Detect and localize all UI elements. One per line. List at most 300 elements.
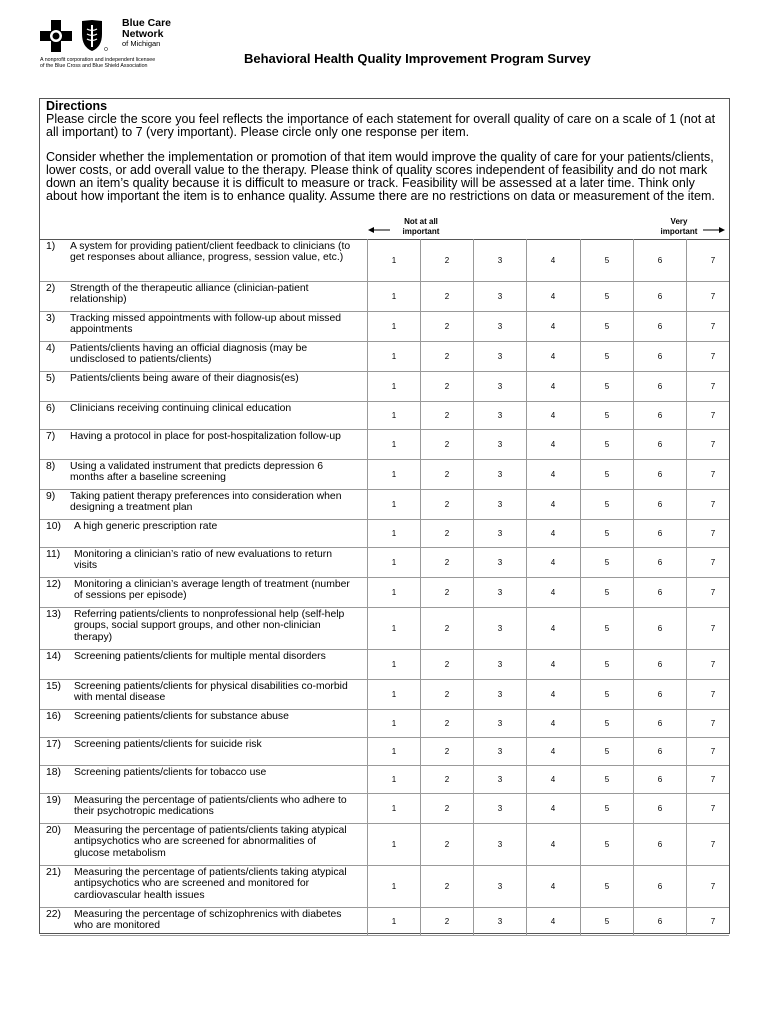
score-option-7[interactable] xyxy=(686,577,739,607)
score-option-7[interactable] xyxy=(686,649,739,679)
survey-item xyxy=(46,491,354,514)
score-option-1[interactable] xyxy=(367,679,420,709)
directions-heading: Directions xyxy=(46,99,108,113)
score-option-2[interactable] xyxy=(420,459,473,489)
score-value: 7 xyxy=(710,352,716,361)
score-value: 4 xyxy=(550,624,556,633)
score-value: 6 xyxy=(657,411,663,420)
score-option-4[interactable] xyxy=(526,459,579,489)
score-option-4[interactable] xyxy=(526,865,579,907)
score-option-7[interactable] xyxy=(686,793,739,823)
score-value: 1 xyxy=(391,690,397,699)
score-value: 2 xyxy=(444,558,450,567)
item-text: Screening patients/clients for tobacco use xyxy=(74,767,267,778)
score-value: 7 xyxy=(710,440,716,449)
score-option-3[interactable] xyxy=(473,371,526,401)
score-value: 1 xyxy=(391,660,397,669)
directions-paragraph-2: Consider whether the implementation or promotion of that item would improve the quality of care for your patients/clients, lower costs, or add overall value to the therapy. Please think of quality scores independent of feasibility and do not mark down an item’s quality because it is difficult to measure or track. Feasibility will be assessed at a later time. Think only about how important the item is to enhance quality. Assume there are no restrictions on data or measurement of the item. xyxy=(46,150,715,203)
score-option-7[interactable] xyxy=(686,865,739,907)
score-option-1[interactable] xyxy=(367,459,420,489)
score-option-7[interactable] xyxy=(686,679,739,709)
score-value: 6 xyxy=(657,322,663,331)
score-value: 1 xyxy=(391,804,397,813)
survey-item-row xyxy=(40,489,729,519)
score-option-6[interactable] xyxy=(633,823,686,865)
score-option-4[interactable] xyxy=(526,907,579,935)
score-value: 1 xyxy=(391,719,397,728)
score-value: 2 xyxy=(444,470,450,479)
score-option-5[interactable] xyxy=(580,281,633,311)
score-option-3[interactable] xyxy=(473,281,526,311)
score-value: 7 xyxy=(710,500,716,509)
item-text: Measuring the percentage of patients/clients who adhere to their psychotropic medications xyxy=(74,795,347,818)
score-option-7[interactable] xyxy=(686,371,739,401)
score-option-5[interactable] xyxy=(580,793,633,823)
scale-label-low: Not at all important xyxy=(402,217,440,236)
score-option-7[interactable] xyxy=(686,239,739,281)
score-value: 4 xyxy=(550,660,556,669)
score-value: 5 xyxy=(604,322,610,331)
survey-item xyxy=(46,767,354,778)
score-option-1[interactable] xyxy=(367,429,420,459)
item-number: 11) xyxy=(46,549,61,560)
score-value: 2 xyxy=(444,775,450,784)
survey-item-row xyxy=(40,865,729,907)
score-option-5[interactable] xyxy=(580,649,633,679)
score-option-6[interactable] xyxy=(633,341,686,371)
score-option-7[interactable] xyxy=(686,737,739,765)
survey-item-row xyxy=(40,649,729,679)
score-option-1[interactable] xyxy=(367,577,420,607)
score-value: 4 xyxy=(550,719,556,728)
score-option-1[interactable] xyxy=(367,737,420,765)
score-option-4[interactable] xyxy=(526,823,579,865)
item-text: Measuring the percentage of schizophrenics with diabetes who are monitored xyxy=(74,909,342,932)
score-option-4[interactable] xyxy=(526,239,579,281)
score-option-6[interactable] xyxy=(633,311,686,341)
survey-item xyxy=(46,651,354,662)
score-option-4[interactable] xyxy=(526,519,579,547)
score-value: 1 xyxy=(391,588,397,597)
score-option-4[interactable] xyxy=(526,709,579,737)
survey-item-row xyxy=(40,547,729,577)
score-option-2[interactable] xyxy=(420,607,473,649)
score-option-5[interactable] xyxy=(580,907,633,935)
score-value: 2 xyxy=(444,411,450,420)
score-option-5[interactable] xyxy=(580,865,633,907)
score-option-6[interactable] xyxy=(633,607,686,649)
score-value: 2 xyxy=(444,440,450,449)
score-value: 6 xyxy=(657,690,663,699)
score-option-7[interactable] xyxy=(686,547,739,577)
score-option-7[interactable] xyxy=(686,519,739,547)
score-option-3[interactable] xyxy=(473,907,526,935)
score-option-1[interactable] xyxy=(367,823,420,865)
score-option-5[interactable] xyxy=(580,577,633,607)
score-option-2[interactable] xyxy=(420,489,473,519)
score-value: 6 xyxy=(657,882,663,891)
score-option-2[interactable] xyxy=(420,311,473,341)
score-option-5[interactable] xyxy=(580,489,633,519)
score-value: 4 xyxy=(550,588,556,597)
score-option-4[interactable] xyxy=(526,489,579,519)
survey-item xyxy=(46,825,354,859)
score-option-6[interactable] xyxy=(633,865,686,907)
score-option-7[interactable] xyxy=(686,709,739,737)
score-option-4[interactable] xyxy=(526,281,579,311)
score-option-7[interactable] xyxy=(686,459,739,489)
score-value: 4 xyxy=(550,840,556,849)
score-option-5[interactable] xyxy=(580,239,633,281)
survey-item-row xyxy=(40,401,729,429)
score-option-4[interactable] xyxy=(526,765,579,793)
score-value: 3 xyxy=(497,747,503,756)
score-option-6[interactable] xyxy=(633,649,686,679)
score-option-3[interactable] xyxy=(473,459,526,489)
score-option-1[interactable] xyxy=(367,649,420,679)
score-value: 3 xyxy=(497,660,503,669)
score-value: 6 xyxy=(657,775,663,784)
survey-item xyxy=(46,739,354,750)
score-value: 6 xyxy=(657,352,663,361)
score-value: 7 xyxy=(710,470,716,479)
score-value: 2 xyxy=(444,840,450,849)
score-option-4[interactable] xyxy=(526,429,579,459)
item-number: 1) xyxy=(46,241,56,252)
score-option-5[interactable] xyxy=(580,371,633,401)
score-value: 6 xyxy=(657,840,663,849)
score-value: 5 xyxy=(604,256,610,265)
score-option-4[interactable] xyxy=(526,577,579,607)
score-option-6[interactable] xyxy=(633,577,686,607)
score-option-6[interactable] xyxy=(633,239,686,281)
survey-item xyxy=(46,711,354,722)
score-option-7[interactable] xyxy=(686,401,739,429)
score-option-4[interactable] xyxy=(526,607,579,649)
score-value: 7 xyxy=(710,322,716,331)
score-option-5[interactable] xyxy=(580,765,633,793)
item-number: 21) xyxy=(46,867,62,878)
score-option-2[interactable] xyxy=(420,239,473,281)
brand-line3: of Michigan xyxy=(122,39,161,48)
score-option-1[interactable] xyxy=(367,489,420,519)
score-option-3[interactable] xyxy=(473,865,526,907)
score-value: 6 xyxy=(657,719,663,728)
score-value: 3 xyxy=(497,558,503,567)
score-option-1[interactable] xyxy=(367,709,420,737)
score-value: 3 xyxy=(497,292,503,301)
score-option-4[interactable] xyxy=(526,737,579,765)
score-option-2[interactable] xyxy=(420,865,473,907)
score-option-3[interactable] xyxy=(473,649,526,679)
score-option-1[interactable] xyxy=(367,607,420,649)
score-option-3[interactable] xyxy=(473,489,526,519)
survey-item-row xyxy=(40,709,729,737)
score-option-3[interactable] xyxy=(473,341,526,371)
licensee-line1: A nonprofit corporation and independent licensee xyxy=(40,57,156,63)
score-option-3[interactable] xyxy=(473,765,526,793)
score-value: 3 xyxy=(497,588,503,597)
score-option-5[interactable] xyxy=(580,519,633,547)
score-option-5[interactable] xyxy=(580,459,633,489)
score-value: 6 xyxy=(657,470,663,479)
score-value: 7 xyxy=(710,690,716,699)
score-value: 7 xyxy=(710,292,716,301)
score-value: 2 xyxy=(444,588,450,597)
score-option-6[interactable] xyxy=(633,429,686,459)
score-option-5[interactable] xyxy=(580,823,633,865)
item-text: Clinicians receiving continuing clinical education xyxy=(70,403,292,414)
score-option-7[interactable] xyxy=(686,823,739,865)
score-value: 7 xyxy=(710,529,716,538)
score-value: 7 xyxy=(710,256,716,265)
score-option-1[interactable] xyxy=(367,401,420,429)
score-option-4[interactable] xyxy=(526,311,579,341)
score-option-2[interactable] xyxy=(420,823,473,865)
score-option-4[interactable] xyxy=(526,371,579,401)
score-option-2[interactable] xyxy=(420,371,473,401)
score-option-2[interactable] xyxy=(420,519,473,547)
score-option-6[interactable] xyxy=(633,679,686,709)
score-option-1[interactable] xyxy=(367,793,420,823)
survey-item xyxy=(46,795,354,818)
score-option-3[interactable] xyxy=(473,737,526,765)
score-option-2[interactable] xyxy=(420,765,473,793)
score-value: 2 xyxy=(444,382,450,391)
score-option-2[interactable] xyxy=(420,401,473,429)
survey-item-row xyxy=(40,311,729,341)
score-option-7[interactable] xyxy=(686,489,739,519)
item-number: 2) xyxy=(46,283,56,294)
score-option-1[interactable] xyxy=(367,519,420,547)
score-option-5[interactable] xyxy=(580,401,633,429)
brand-name xyxy=(122,18,171,49)
score-option-4[interactable] xyxy=(526,341,579,371)
score-value: 5 xyxy=(604,660,610,669)
score-option-7[interactable] xyxy=(686,311,739,341)
score-value: 2 xyxy=(444,500,450,509)
item-number: 15) xyxy=(46,681,62,692)
score-option-1[interactable] xyxy=(367,311,420,341)
score-value: 2 xyxy=(444,624,450,633)
item-text: Tracking missed appointments with follow-up about missed appointments xyxy=(70,313,342,336)
score-value: 2 xyxy=(444,529,450,538)
score-value: 5 xyxy=(604,840,610,849)
score-option-2[interactable] xyxy=(420,709,473,737)
score-value: 7 xyxy=(710,660,716,669)
score-value: 4 xyxy=(550,322,556,331)
score-value: 7 xyxy=(710,588,716,597)
score-value: 7 xyxy=(710,382,716,391)
score-option-7[interactable] xyxy=(686,429,739,459)
score-option-7[interactable] xyxy=(686,765,739,793)
score-value: 1 xyxy=(391,352,397,361)
score-option-2[interactable] xyxy=(420,429,473,459)
survey-item-row xyxy=(40,765,729,793)
score-option-3[interactable] xyxy=(473,401,526,429)
score-option-1[interactable] xyxy=(367,547,420,577)
survey-item-row xyxy=(40,371,729,401)
score-option-6[interactable] xyxy=(633,907,686,935)
score-option-4[interactable] xyxy=(526,793,579,823)
score-option-6[interactable] xyxy=(633,371,686,401)
item-text: Having a protocol in place for post-hospitalization follow-up xyxy=(70,431,341,442)
scale-label-high: Very important xyxy=(660,217,698,236)
score-option-2[interactable] xyxy=(420,577,473,607)
score-value: 7 xyxy=(710,411,716,420)
score-option-3[interactable] xyxy=(473,679,526,709)
score-value: 4 xyxy=(550,882,556,891)
score-option-2[interactable] xyxy=(420,679,473,709)
score-option-4[interactable] xyxy=(526,649,579,679)
score-option-4[interactable] xyxy=(526,401,579,429)
survey-item xyxy=(46,373,354,384)
score-value: 4 xyxy=(550,440,556,449)
score-option-1[interactable] xyxy=(367,907,420,935)
brand-line1: Blue Care xyxy=(122,17,172,29)
item-number: 20) xyxy=(46,825,62,836)
item-text: Measuring the percentage of patients/clients taking atypical antipsychotics who are screened and monitored for cardiovascular health issues xyxy=(74,867,347,901)
score-value: 4 xyxy=(550,292,556,301)
score-value: 2 xyxy=(444,719,450,728)
score-option-6[interactable] xyxy=(633,793,686,823)
survey-item-row xyxy=(40,823,729,865)
score-option-5[interactable] xyxy=(580,311,633,341)
score-value: 5 xyxy=(604,440,610,449)
score-option-1[interactable] xyxy=(367,371,420,401)
score-option-7[interactable] xyxy=(686,907,739,935)
score-value: 7 xyxy=(710,840,716,849)
score-value: 3 xyxy=(497,256,503,265)
arrow-right-icon xyxy=(703,226,725,234)
item-text: Patients/clients being aware of their diagnosis(es) xyxy=(70,373,299,384)
score-value: 3 xyxy=(497,804,503,813)
score-option-1[interactable] xyxy=(367,341,420,371)
score-option-5[interactable] xyxy=(580,429,633,459)
survey-item-row xyxy=(40,679,729,709)
score-option-3[interactable] xyxy=(473,519,526,547)
score-value: 3 xyxy=(497,352,503,361)
score-option-6[interactable] xyxy=(633,489,686,519)
score-option-3[interactable] xyxy=(473,429,526,459)
survey-item-row xyxy=(40,793,729,823)
score-option-6[interactable] xyxy=(633,737,686,765)
score-value: 1 xyxy=(391,917,397,926)
score-option-2[interactable] xyxy=(420,737,473,765)
licensee-line2: of the Blue Cross and Blue Shield Association xyxy=(40,63,148,70)
bcn-logo xyxy=(40,18,230,74)
score-option-2[interactable] xyxy=(420,907,473,935)
directions-paragraph-1: Please circle the score you feel reflects the importance of each statement for overall quality of care on a scale of 1 (not at all important) to 7 (very important). Please circle only one response per item. xyxy=(46,112,716,139)
item-number: 3) xyxy=(46,313,56,324)
item-text: Monitoring a clinician’s ratio of new evaluations to return visits xyxy=(74,549,332,572)
score-value: 4 xyxy=(550,500,556,509)
score-option-2[interactable] xyxy=(420,793,473,823)
survey-item-row xyxy=(40,907,729,935)
survey-item xyxy=(46,313,354,336)
item-number: 6) xyxy=(46,403,56,414)
survey-item xyxy=(46,579,354,602)
survey-item-row xyxy=(40,281,729,311)
score-value: 4 xyxy=(550,470,556,479)
score-option-3[interactable] xyxy=(473,823,526,865)
item-text: Strength of the therapeutic alliance (clinician-patient relationship) xyxy=(70,283,309,306)
score-option-1[interactable] xyxy=(367,239,420,281)
survey-item-row xyxy=(40,341,729,371)
item-text: A high generic prescription rate xyxy=(74,521,218,532)
item-number: 19) xyxy=(46,795,62,806)
score-option-2[interactable] xyxy=(420,341,473,371)
score-option-1[interactable] xyxy=(367,865,420,907)
score-option-4[interactable] xyxy=(526,547,579,577)
score-option-6[interactable] xyxy=(633,459,686,489)
score-option-5[interactable] xyxy=(580,709,633,737)
score-option-3[interactable] xyxy=(473,239,526,281)
score-value: 3 xyxy=(497,500,503,509)
score-value: 3 xyxy=(497,719,503,728)
score-value: 5 xyxy=(604,719,610,728)
score-option-3[interactable] xyxy=(473,709,526,737)
score-option-7[interactable] xyxy=(686,607,739,649)
score-option-2[interactable] xyxy=(420,281,473,311)
score-option-3[interactable] xyxy=(473,547,526,577)
score-option-5[interactable] xyxy=(580,341,633,371)
score-option-5[interactable] xyxy=(580,547,633,577)
score-value: 2 xyxy=(444,882,450,891)
score-option-1[interactable] xyxy=(367,765,420,793)
score-option-6[interactable] xyxy=(633,519,686,547)
score-value: 1 xyxy=(391,256,397,265)
score-value: 1 xyxy=(391,624,397,633)
score-option-1[interactable] xyxy=(367,281,420,311)
score-value: 5 xyxy=(604,917,610,926)
score-value: 6 xyxy=(657,500,663,509)
score-option-5[interactable] xyxy=(580,679,633,709)
item-number: 22) xyxy=(46,909,62,920)
score-option-5[interactable] xyxy=(580,607,633,649)
score-value: 5 xyxy=(604,804,610,813)
score-option-5[interactable] xyxy=(580,737,633,765)
item-number: 18) xyxy=(46,767,62,778)
score-option-2[interactable] xyxy=(420,547,473,577)
score-value: 3 xyxy=(497,690,503,699)
score-value: 2 xyxy=(444,747,450,756)
score-value: 6 xyxy=(657,747,663,756)
score-option-3[interactable] xyxy=(473,577,526,607)
score-value: 6 xyxy=(657,529,663,538)
score-option-4[interactable] xyxy=(526,679,579,709)
score-option-3[interactable] xyxy=(473,607,526,649)
score-option-6[interactable] xyxy=(633,547,686,577)
score-option-6[interactable] xyxy=(633,281,686,311)
score-option-2[interactable] xyxy=(420,649,473,679)
score-value: 7 xyxy=(710,804,716,813)
score-option-3[interactable] xyxy=(473,793,526,823)
score-option-6[interactable] xyxy=(633,709,686,737)
score-option-6[interactable] xyxy=(633,765,686,793)
item-number: 4) xyxy=(46,343,56,354)
item-number: 12) xyxy=(46,579,62,590)
score-value: 4 xyxy=(550,558,556,567)
score-option-7[interactable] xyxy=(686,281,739,311)
score-option-7[interactable] xyxy=(686,341,739,371)
score-value: 7 xyxy=(710,624,716,633)
licensee-note xyxy=(40,57,240,70)
score-option-6[interactable] xyxy=(633,401,686,429)
score-value: 6 xyxy=(657,660,663,669)
score-value: 2 xyxy=(444,322,450,331)
score-option-3[interactable] xyxy=(473,311,526,341)
